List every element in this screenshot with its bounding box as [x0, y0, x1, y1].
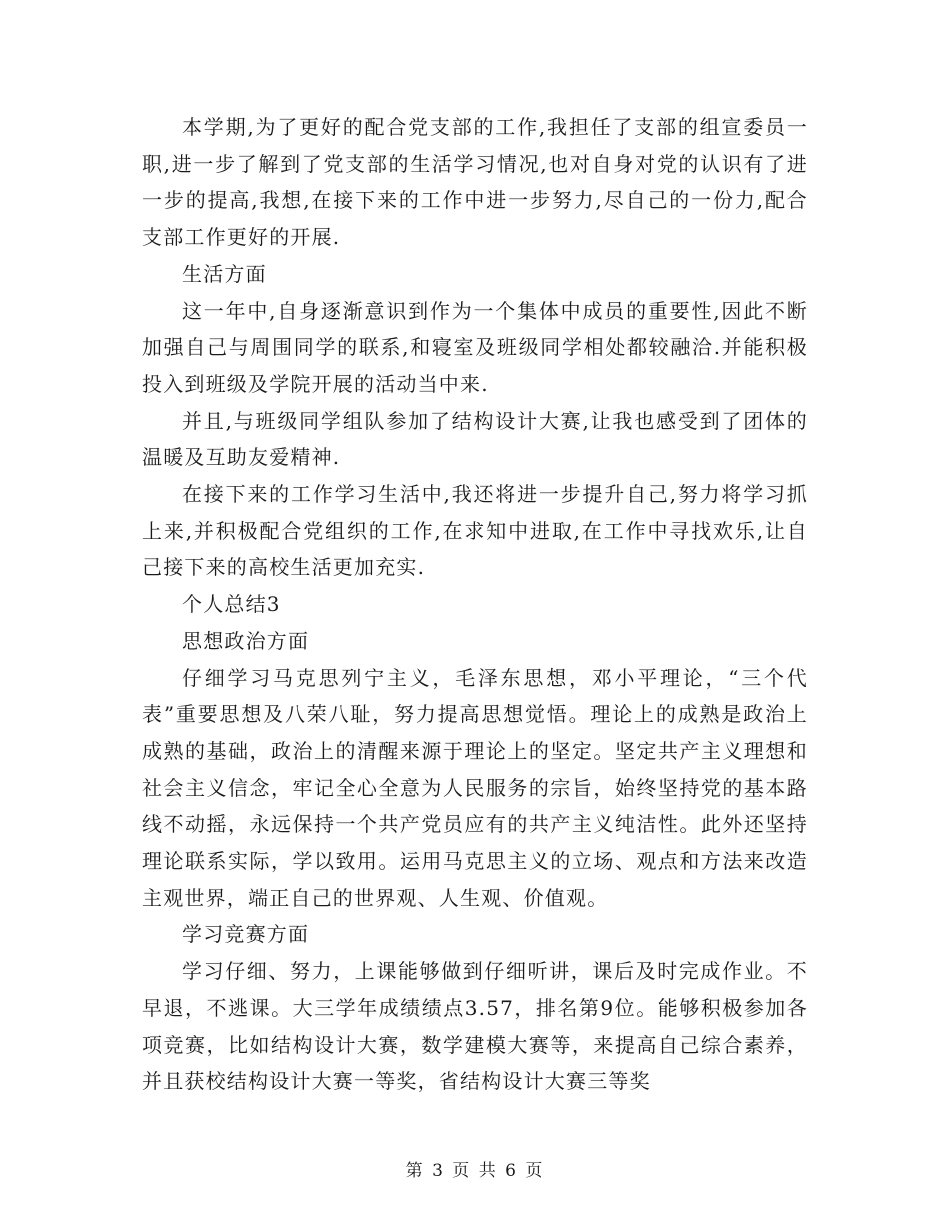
heading-summary-3: 个人总结3: [182, 592, 281, 617]
paragraph-life-relations: 这一年中,自身逐渐意识到作为一个集体中成员的重要性,因此不断加强自己与周围同学的联系,和寝室及班级同学相处都较融洽.并能积极投入到班级及学院开展的活动当中来.: [142, 298, 808, 396]
document-body: [142, 109, 808, 1100]
paragraph-competition-team: 并且,与班级同学组队参加了结构设计大赛,让我也感受到了团体的温暖及互助友爱精神.: [142, 408, 808, 470]
heading-study-competition: 学习竞赛方面: [182, 922, 310, 947]
paragraph-future-plan: 在接下来的工作学习生活中,我还将进一步提升自己,努力将学习抓上来,并积极配合党组织的工作,在求知中进取,在工作中寻找欢乐,让自己接下来的高校生活更加充实.: [142, 482, 808, 580]
heading-ideology-politics: 思想政治方面: [182, 628, 310, 653]
paragraph-ideology: 仔细学习马克思列宁主义，毛泽东思想，邓小平理论，“三个代表”重要思想及八荣八耻，努力提高思想觉悟。理论上的成熟是政治上成熟的基础，政治上的清醒来源于理论上的坚定。坚定共产主义理想和社会主义信念，牢记全心全意为人民服务的宗旨，始终坚持党的基本路线不动摇，永远保持一个共产党员应有的共产主义纯洁性。此外还坚持理论联系实际，学以致用。运用马克思主义的立场、观点和方法来改造主观世界，端正自己的世界观、人生观、价值观。: [142, 665, 808, 910]
heading-life: 生活方面: [182, 261, 267, 286]
page-footer: 第 3 页 共 6 页: [405, 1161, 545, 1181]
paragraph-party-work: 本学期,为了更好的配合党支部的工作,我担任了支部的组宣委员一职,进一步了解到了党支部的生活学习情况,也对自身对党的认识有了进一步的提高,我想,在接下来的工作中进一步努力,尽自己的一份力,配合支部工作更好的开展.: [142, 115, 808, 250]
paragraph-study: 学习仔细、努力，上课能够做到仔细听讲，课后及时完成作业。不早退，不逃课。大三学年成绩绩点3.57，排名第9位。能够积极参加各项竞赛，比如结构设计大赛，数学建模大赛等，来提高自己综合素养，并且获校结构设计大赛一等奖，省结构设计大赛三等奖: [142, 959, 808, 1094]
